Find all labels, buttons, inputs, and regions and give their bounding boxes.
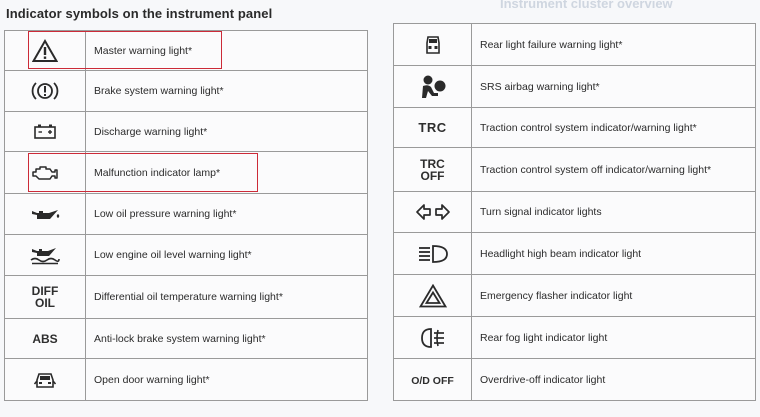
- symbol-cell: [394, 192, 472, 233]
- highlight-box-master-warning: [28, 31, 222, 69]
- row-label: SRS airbag warning light*: [480, 80, 600, 93]
- trc-symbol: TRC: [418, 119, 447, 135]
- symbol-cell: [5, 235, 86, 276]
- table-row: [394, 148, 756, 192]
- rear-fog-light-icon: [419, 327, 447, 349]
- symbol-text-line: TRC: [420, 156, 445, 171]
- turn-signal-arrows-icon: [415, 203, 451, 221]
- symbol-text-line: OFF: [420, 168, 445, 183]
- table-row: [394, 275, 756, 317]
- table-row: [394, 359, 756, 401]
- description-cell: [472, 108, 756, 148]
- symbol-cell: [5, 194, 86, 235]
- description-cell: [86, 235, 368, 276]
- open-door-car-icon: [34, 370, 56, 390]
- row-label: Differential oil temperature warning light*: [94, 291, 283, 303]
- table-row: [394, 24, 756, 66]
- symbol-cell: [394, 108, 472, 148]
- symbol-cell: [394, 275, 472, 317]
- symbol-cell: [394, 24, 472, 66]
- abs-symbol: ABS: [32, 331, 58, 346]
- row-label: Rear fog light indicator light: [480, 331, 608, 344]
- row-label: Emergency flasher indicator light: [480, 289, 633, 302]
- symbol-cell: [394, 317, 472, 359]
- table-row: [5, 71, 368, 112]
- description-cell: [86, 359, 368, 401]
- description-cell: [472, 148, 756, 192]
- description-cell: [472, 317, 756, 359]
- symbol-cell: [5, 112, 86, 152]
- row-label: Traction control system off indicator/warning light*: [480, 163, 712, 176]
- battery-discharge-icon: [32, 122, 58, 140]
- oil-level-icon: [29, 244, 61, 266]
- row-label: Discharge warning light*: [94, 125, 208, 138]
- row-label: Brake system warning light*: [94, 85, 224, 97]
- symbol-cell: [394, 66, 472, 108]
- table-row: [394, 192, 756, 233]
- srs-airbag-icon: [418, 74, 448, 100]
- description-cell: [472, 192, 756, 233]
- table-row: [394, 66, 756, 108]
- table-row: [394, 233, 756, 275]
- description-cell: [86, 112, 368, 152]
- symbol-cell: [394, 359, 472, 401]
- symbol-text-line: OIL: [35, 296, 55, 310]
- row-label: Rear light failure warning light*: [480, 38, 623, 51]
- row-label: Anti-lock brake system warning light*: [94, 332, 266, 345]
- diff-oil-symbol: [5, 285, 85, 309]
- right-indicator-table: [393, 23, 756, 401]
- description-cell: [472, 275, 756, 317]
- description-cell: [86, 276, 368, 319]
- table-row: [5, 235, 368, 276]
- hazard-triangle-icon: [419, 284, 447, 308]
- trc-off-symbol: [394, 158, 471, 182]
- left-indicator-table: [4, 30, 368, 401]
- table-row: [394, 317, 756, 359]
- od-off-symbol: O/D OFF: [411, 374, 454, 387]
- row-label: Malfunction indicator lamp*: [94, 166, 221, 179]
- description-cell: [472, 359, 756, 401]
- description-cell: [472, 66, 756, 108]
- table-row: [5, 112, 368, 152]
- symbol-cell: [394, 148, 472, 192]
- description-cell: [472, 233, 756, 275]
- symbol-cell: [5, 276, 86, 319]
- page-title: Indicator symbols on the instrument panel: [6, 6, 273, 21]
- symbol-cell: [394, 233, 472, 275]
- row-label: Overdrive-off indicator light: [480, 373, 606, 386]
- rear-light-car-icon: [424, 34, 442, 56]
- description-cell: [86, 319, 368, 359]
- table-row: [5, 359, 368, 401]
- row-label: Traction control system indicator/warning light*: [480, 121, 697, 134]
- row-label: Low engine oil level warning light*: [94, 249, 252, 261]
- oil-can-icon: [28, 205, 62, 223]
- symbol-cell: [5, 319, 86, 359]
- row-label: Open door warning light*: [94, 373, 210, 386]
- table-row: [5, 276, 368, 319]
- table-row: [394, 108, 756, 148]
- highlight-box-malfunction-lamp: [28, 153, 258, 192]
- row-label: Turn signal indicator lights: [480, 206, 602, 218]
- symbol-text-line: DIFF: [31, 284, 59, 298]
- table-row: [5, 194, 368, 235]
- table-row: [5, 319, 368, 359]
- symbol-cell: [5, 359, 86, 401]
- high-beam-icon: [416, 244, 450, 264]
- row-label: Low oil pressure warning light*: [94, 208, 237, 220]
- description-cell: [86, 194, 368, 235]
- row-label: Headlight high beam indicator light: [480, 247, 642, 260]
- faint-background-title: Instrument cluster overview: [500, 0, 673, 11]
- symbol-cell: [5, 71, 86, 112]
- description-cell: [472, 24, 756, 66]
- brake-system-icon: [30, 80, 60, 102]
- row-label: Master warning light*: [94, 44, 193, 57]
- description-cell: [86, 71, 368, 112]
